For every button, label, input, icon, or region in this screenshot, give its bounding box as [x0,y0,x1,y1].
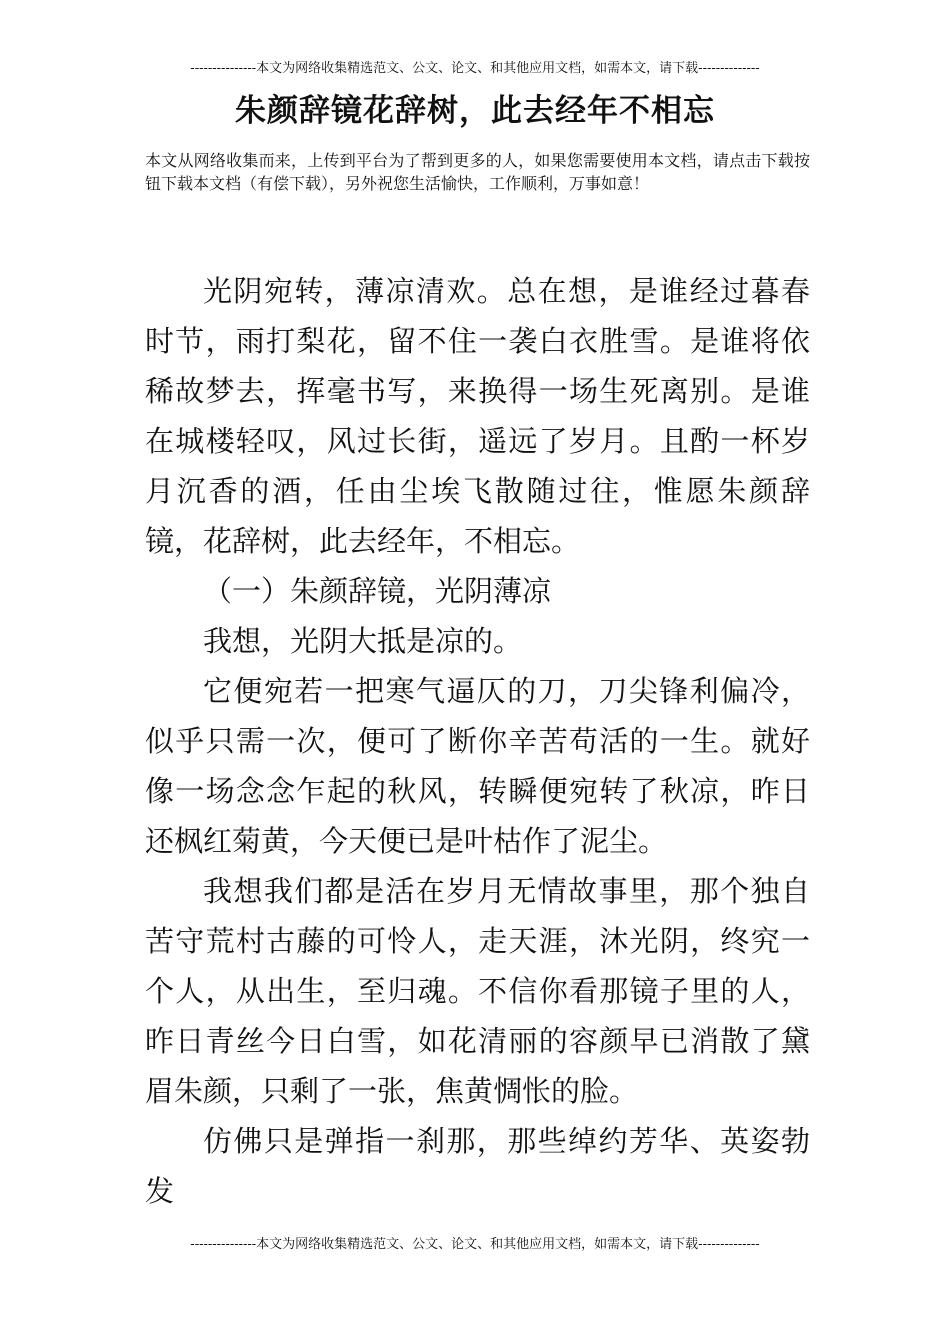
article-body [145,266,810,1216]
intro-notice: 本文从网络收集而来，上传到平台为了帮到更多的人，如果您需要使用本文档，请点击下载按钮下载本文档（有偿下载），另外祝您生活愉快，工作顺利，万事如意！ [145,151,810,193]
paragraph: 我想，光阴大抵是凉的。 [203,624,523,658]
paragraph: 我想我们都是活在岁月无情故事里，那个独自苦守荒村古藤的可怜人，走天涯，沐光阴，终究一个人，从出生，至归魂。不信你看那镜子里的人，昨日青丝今日白雪，如花清丽的容颜早已消散了黛眉朱颜，只剩了一张，焦黄惆怅的脸。 [145,874,810,1108]
document-title: 朱颜辞镜花辞树，此去经年不相忘 [235,93,715,129]
paragraph: 光阴宛转，薄凉清欢。总在想，是谁经过暮春时节，雨打梨花，留不住一袭白衣胜雪。是谁将依稀故梦去，挥毫书写，来换得一场生死离别。是谁在城楼轻叹，风过长街，遥远了岁月。且酌一杯岁月沉香的酒，任由尘埃飞散随过往，惟愿朱颜辞镜，花辞树，此去经年，不相忘。 [145,274,810,558]
section-heading: （一）朱颜辞镜，光阴薄凉 [203,574,552,608]
running-footer: ---------------本文为网络收集精选范文、公文、论文、和其他应用文档，如需本文，请下载-------------- [190,1237,760,1252]
paragraph: 它便宛若一把寒气逼仄的刀，刀尖锋利偏冷，似乎只需一次，便可了断你辛苦苟活的一生。就好像一场念念乍起的秋风，转瞬便宛转了秋凉，昨日还枫红菊黄，今天便已是叶枯作了泥尘。 [145,674,810,858]
running-header: ---------------本文为网络收集精选范文、公文、论文、和其他应用文档，如需本文，请下载-------------- [190,61,760,76]
paragraph: 仿佛只是弹指一刹那，那些绰约芳华、英姿勃发 [145,1124,810,1208]
